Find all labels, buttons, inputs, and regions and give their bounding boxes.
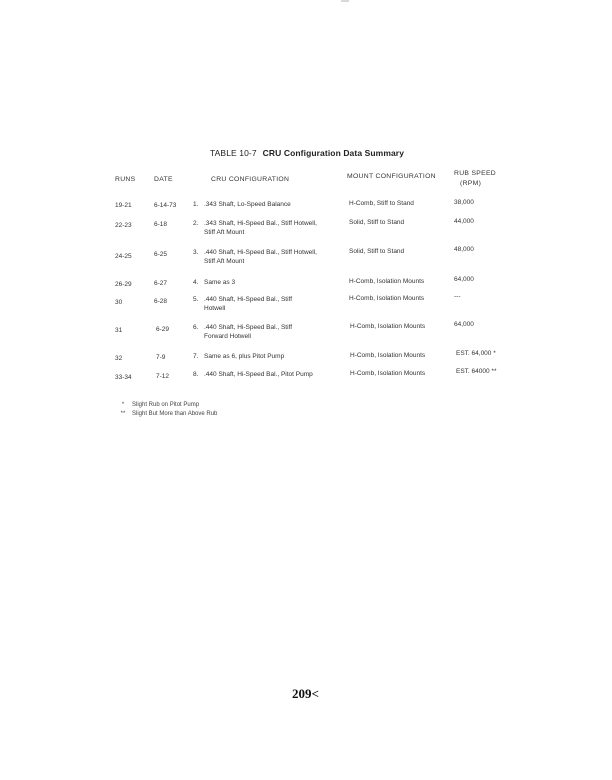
- row3-speed: 48,000: [454, 246, 474, 253]
- row8-num: 8.: [193, 371, 199, 378]
- row8-mount: H-Comb, Isolation Mounts: [350, 370, 426, 377]
- row5-speed: ---: [454, 293, 461, 300]
- row2-speed: 44,000: [454, 218, 474, 225]
- row3-config-text: .440 Shaft, Hi-Speed Bal., Stiff Hotwell, Stiff Aft Mount: [204, 249, 317, 265]
- row5-config: [193, 295, 328, 313]
- row2-date: 6-18: [154, 221, 168, 228]
- row4-runs: 26-29: [115, 281, 132, 288]
- row6-mount: H-Comb, Isolation Mounts: [350, 323, 426, 330]
- row2-config-text: .343 Shaft, Hi-Speed Bal., Stiff Hotwell, Stiff Aft Mount: [204, 220, 317, 236]
- row5-mount: H-Comb, Isolation Mounts: [349, 295, 425, 302]
- header-date: DATE: [154, 176, 173, 183]
- row8-config-text: .440 Shaft, Hi-Speed Bal., Pitot Pump: [204, 371, 313, 378]
- table-title: [210, 148, 404, 158]
- footnote-2-text: Slight But More than Above Rub: [132, 411, 218, 417]
- row1-config-text: .343 Shaft, Lo-Speed Balance: [204, 201, 291, 208]
- row7-date: 7-9: [156, 354, 166, 361]
- header-runs: RUNS: [115, 176, 136, 183]
- row8-config: [193, 370, 328, 379]
- row3-config: [193, 248, 328, 266]
- footnote-2: [114, 411, 217, 417]
- row3-runs: 24-25: [115, 253, 132, 260]
- row2-config: [193, 219, 328, 237]
- row4-config-text: Same as 3: [204, 279, 236, 286]
- row7-config-text: Same as 6, plus Pitot Pump: [204, 353, 285, 360]
- row4-mount: H-Comb, Isolation Mounts: [349, 278, 425, 285]
- row7-runs: 32: [115, 355, 123, 362]
- footnote-1-text: Slight Rub on Pitot Pump: [132, 402, 200, 408]
- row2-num: 2.: [193, 220, 199, 227]
- footnote-2-mark: **: [120, 411, 126, 417]
- table-number: TABLE 10-7: [210, 148, 257, 158]
- row7-mount: H-Comb, Isolation Mounts: [350, 352, 426, 359]
- row8-date: 7-12: [156, 373, 170, 380]
- row6-runs: 31: [115, 327, 123, 334]
- row1-config: [193, 200, 328, 209]
- row8-speed: EST. 64000 **: [456, 368, 497, 375]
- footnote-1-mark: *: [121, 402, 125, 408]
- row4-config: [193, 278, 328, 287]
- row6-date: 6-29: [156, 326, 170, 333]
- row6-config: [193, 323, 328, 341]
- row5-runs: 30: [115, 299, 123, 306]
- header-mount-config: MOUNT CONFIGURATION: [347, 173, 436, 180]
- row6-speed: 64,000: [454, 321, 474, 328]
- scan-artifact: [341, 0, 349, 2]
- row1-date: 6-14-73: [154, 202, 177, 209]
- row2-mount: Solid, Stiff to Stand: [349, 219, 405, 226]
- table-name: CRU Configuration Data Summary: [262, 148, 405, 158]
- row7-speed: EST. 64,000 *: [456, 350, 496, 357]
- row1-mount: H-Comb, Stiff to Stand: [349, 200, 414, 207]
- page-number: 209<: [292, 686, 319, 701]
- row6-config-text: .440 Shaft, Hi-Speed Bal., Stiff Forward Hotwell: [204, 324, 293, 340]
- header-rub-speed-unit: (RPM): [460, 180, 482, 187]
- row5-date: 6-28: [154, 298, 168, 305]
- row4-num: 4.: [193, 279, 199, 286]
- row4-date: 6-27: [154, 280, 168, 287]
- header-rub-speed: RUB SPEED: [454, 170, 496, 177]
- row8-runs: 33-34: [115, 374, 132, 381]
- row3-mount: Solid, Stiff to Stand: [349, 248, 405, 255]
- row7-config: [193, 352, 328, 361]
- row3-num: 3.: [193, 249, 199, 256]
- row4-speed: 64,000: [454, 276, 474, 283]
- row7-num: 7.: [193, 353, 199, 360]
- row1-speed: 38,000: [454, 199, 474, 206]
- row6-num: 6.: [193, 324, 199, 331]
- row1-runs: 19-21: [115, 202, 132, 209]
- row5-config-text: .440 Shaft, Hi-Speed Bal., Stiff Hotwell: [204, 296, 293, 312]
- header-cru-config: CRU CONFIGURATION: [211, 176, 290, 183]
- row1-num: 1.: [193, 201, 199, 208]
- footnote-1: [114, 402, 199, 408]
- row3-date: 6-25: [154, 251, 168, 258]
- row5-num: 5.: [193, 296, 199, 303]
- row2-runs: 22-23: [115, 222, 132, 229]
